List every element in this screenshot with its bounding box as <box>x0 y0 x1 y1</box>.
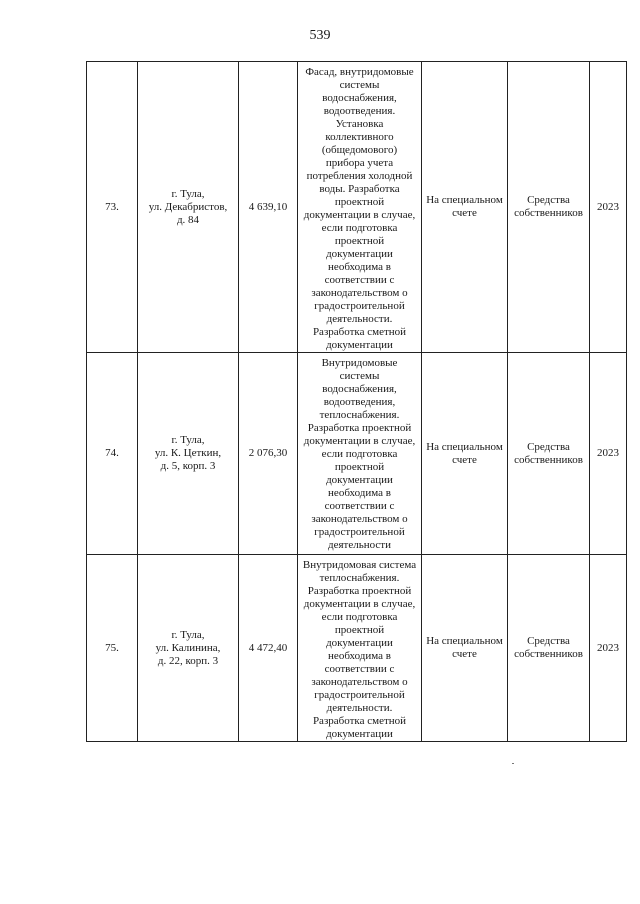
funding-line: собственников <box>514 453 583 466</box>
account-cell <box>422 353 508 555</box>
address-line: д. 84 <box>176 213 200 226</box>
account-line: На специальном <box>426 194 503 206</box>
description-line: документации в случае, <box>303 209 416 221</box>
description-line: Разработка проектной <box>307 585 412 597</box>
description-line: Установка <box>335 118 384 130</box>
description-line: градостроительной <box>314 300 405 312</box>
description-line: Разработка сметной <box>312 715 407 727</box>
description-line: документации <box>326 339 393 351</box>
description-line: Фасад, внутридомовые <box>305 66 414 78</box>
description-line: потребления холодной <box>306 170 413 182</box>
repair-schedule-table <box>86 61 627 742</box>
description-line: системы <box>339 370 380 382</box>
description-line: если подготовка <box>321 611 398 623</box>
year-cell: 2023 <box>590 62 627 353</box>
address-cell <box>138 62 239 353</box>
description-line: если подготовка <box>321 222 398 234</box>
description-line: необходима в <box>328 650 391 662</box>
description-line: Внутридомовые <box>321 357 398 369</box>
description-line: проектной <box>334 235 385 247</box>
description-line: необходима в <box>328 261 391 273</box>
row-number: 73. <box>87 62 138 353</box>
description-line: законодательством о <box>311 513 408 525</box>
cost-cell: 4 639,10 <box>239 62 298 353</box>
description-line: необходима в <box>328 487 391 499</box>
address-line: ул. Калинина, <box>155 641 221 654</box>
account-line: счете <box>452 648 477 660</box>
description-line: теплоснабжения. <box>319 409 400 421</box>
address-line: г. Тула, <box>171 187 205 200</box>
address-line: д. 22, корп. 3 <box>157 654 219 667</box>
account-line: На специальном <box>426 440 503 453</box>
funding-cell <box>508 555 590 742</box>
description-line: проектной <box>334 461 385 473</box>
description-line: если подготовка <box>321 448 398 460</box>
description-line: проектной <box>334 196 385 208</box>
funding-cell <box>508 62 590 353</box>
account-line: На специальном <box>426 635 503 647</box>
table-row <box>87 555 627 742</box>
description-line: (общедомового) <box>321 144 398 156</box>
description-line: документации <box>326 728 393 740</box>
description-line: соответствии с <box>324 500 395 512</box>
account-cell <box>422 62 508 353</box>
year-cell: 2023 <box>590 555 627 742</box>
description-line: законодательством о <box>311 287 408 299</box>
funding-cell <box>508 353 590 555</box>
funding-line: Средства <box>527 635 570 647</box>
funding-line: Средства <box>527 194 570 206</box>
account-cell <box>422 555 508 742</box>
work-description-cell <box>298 555 422 742</box>
description-line: документации <box>326 637 393 649</box>
description-line: Разработка сметной <box>312 326 407 338</box>
work-description-cell <box>298 62 422 353</box>
description-line: Внутридомовая система <box>302 559 417 571</box>
description-line: водоснабжения, <box>322 383 397 395</box>
table-row <box>87 62 627 353</box>
address-cell <box>138 353 239 555</box>
description-line: соответствии с <box>324 274 395 286</box>
work-description-cell <box>298 353 422 555</box>
description-line: проектной <box>334 624 385 636</box>
address-line: г. Тула, <box>171 434 205 446</box>
year-cell: 2023 <box>590 353 627 555</box>
funding-line: собственников <box>514 207 583 219</box>
scan-speck <box>512 763 514 764</box>
funding-line: Средства <box>527 440 570 453</box>
description-line: документации в случае, <box>303 435 416 447</box>
description-line: документации <box>326 248 393 260</box>
address-line: д. 5, корп. 3 <box>160 460 216 472</box>
description-line: документации в случае, <box>303 598 416 610</box>
description-line: деятельности. <box>326 313 393 325</box>
cost-cell: 2 076,30 <box>239 353 298 555</box>
page-number: 539 <box>309 28 331 43</box>
description-line: документации <box>326 474 393 486</box>
description-line: Разработка проектной <box>307 422 412 434</box>
description-line: градостроительной <box>314 526 405 538</box>
description-line: градостроительной <box>314 689 405 701</box>
cost-cell: 4 472,40 <box>239 555 298 742</box>
row-number: 74. <box>87 353 138 555</box>
description-line: воды. Разработка <box>319 183 400 195</box>
table-row <box>87 353 627 555</box>
description-line: деятельности. <box>326 702 393 714</box>
address-line: ул. К. Цеткин, <box>154 447 222 459</box>
description-line: системы <box>339 79 380 91</box>
description-line: прибора учета <box>325 157 394 169</box>
description-line: водоснабжения, <box>322 92 397 104</box>
address-line: ул. Декабристов, <box>148 200 228 213</box>
description-line: водоотведения. <box>323 105 396 117</box>
description-line: соответствии с <box>324 663 395 675</box>
row-number: 75. <box>87 555 138 742</box>
funding-line: собственников <box>514 648 583 660</box>
description-line: водоотведения, <box>323 396 396 408</box>
description-line: теплоснабжения. <box>319 572 400 584</box>
address-line: г. Тула, <box>171 628 205 641</box>
description-line: коллективного <box>325 131 394 143</box>
description-line: законодательством о <box>311 676 408 688</box>
account-line: счете <box>452 207 477 219</box>
account-line: счете <box>452 453 477 466</box>
address-cell <box>138 555 239 742</box>
description-line: деятельности <box>328 539 391 551</box>
